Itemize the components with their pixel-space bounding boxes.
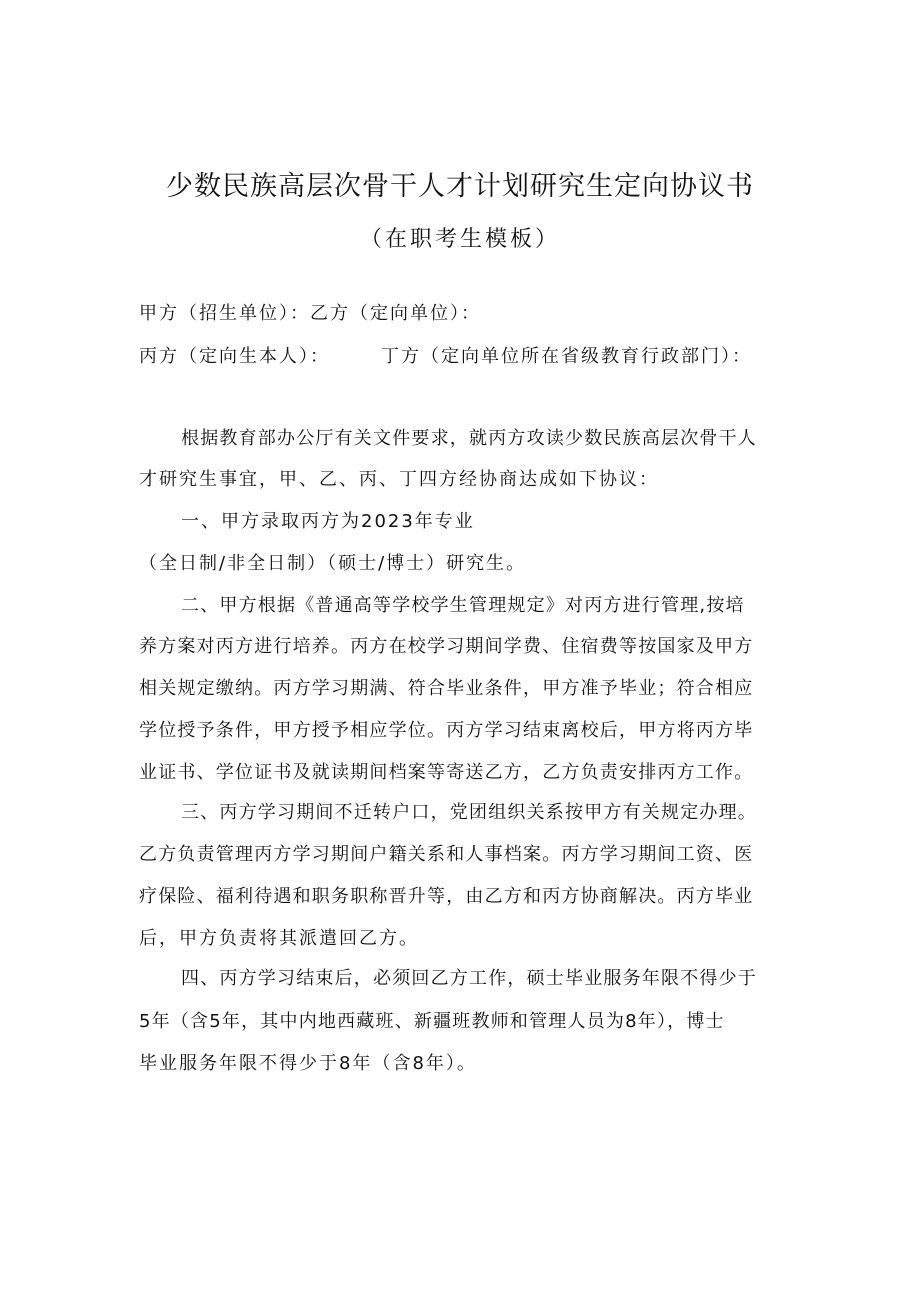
- document-title: 少数民族高层次骨干人才计划研究生定向协议书: [166, 171, 754, 202]
- clause-1-line-2: （全日制/非全日制）（硕士/博士）研究生。: [139, 553, 527, 574]
- clause-4-line-3: 毕业服务年限不得少于8年（含8年）。: [139, 1053, 477, 1074]
- document-subtitle: （在职考生模板）: [359, 227, 560, 252]
- clause-3-line-3: 疗保险、福利待遇和职务职称晋升等，由乙方和丙方协商解决。丙方毕业: [139, 886, 754, 907]
- clause-1-line-1: 一、甲方录取丙方为2023年专业: [181, 511, 475, 532]
- parties-line-a-b: 甲方（招生单位）：乙方（定向单位）：: [139, 303, 481, 324]
- clause-4-line-2: 5年（含5年，其中内地西藏班、新疆班教师和管理人员为8年），博士: [139, 1011, 725, 1032]
- clause-2-line-4: 学位授予条件，甲方授予相应学位。丙方学习结束离校后，甲方将丙方毕: [139, 720, 754, 741]
- clause-3-line-1: 三、丙方学习期间不迁转户口，党团组织关系按甲方有关规定办理。: [181, 802, 757, 823]
- clause-3-line-4: 后，甲方负责将其派遣回乙方。: [139, 928, 419, 949]
- intro-line-2: 才研究生事宜，甲、乙、丙、丁四方经协商达成如下协议：: [139, 469, 659, 490]
- clause-2-line-2: 养方案对丙方进行培养。丙方在校学习期间学费、住宿费等按国家及甲方: [139, 636, 754, 657]
- clause-3-line-2: 乙方负责管理丙方学习期间户籍关系和人事档案。丙方学习期间工资、医: [139, 844, 754, 865]
- party-d-label: 丁方（定向单位所在省级教育行政部门）：: [381, 346, 752, 367]
- clause-2-line-5: 业证书、学位证书及就读期间档案等寄送乙方，乙方负责安排丙方工作。: [139, 762, 754, 783]
- clause-4-line-1: 四、丙方学习结束后，必须回乙方工作，硕士毕业服务年限不得少于: [181, 968, 757, 989]
- party-c-label: 丙方（定向生本人）：: [139, 346, 330, 367]
- intro-line-1: 根据教育部办公厅有关文件要求，就丙方攻读少数民族高层次骨干人: [181, 428, 757, 449]
- clause-2-line-1: 二、甲方根据《普通高等学校学生管理规定》对丙方进行管理,按培: [181, 595, 745, 616]
- clause-2-line-3: 相关规定缴纳。丙方学习期满、符合毕业条件，甲方准予毕业；符合相应: [139, 678, 754, 699]
